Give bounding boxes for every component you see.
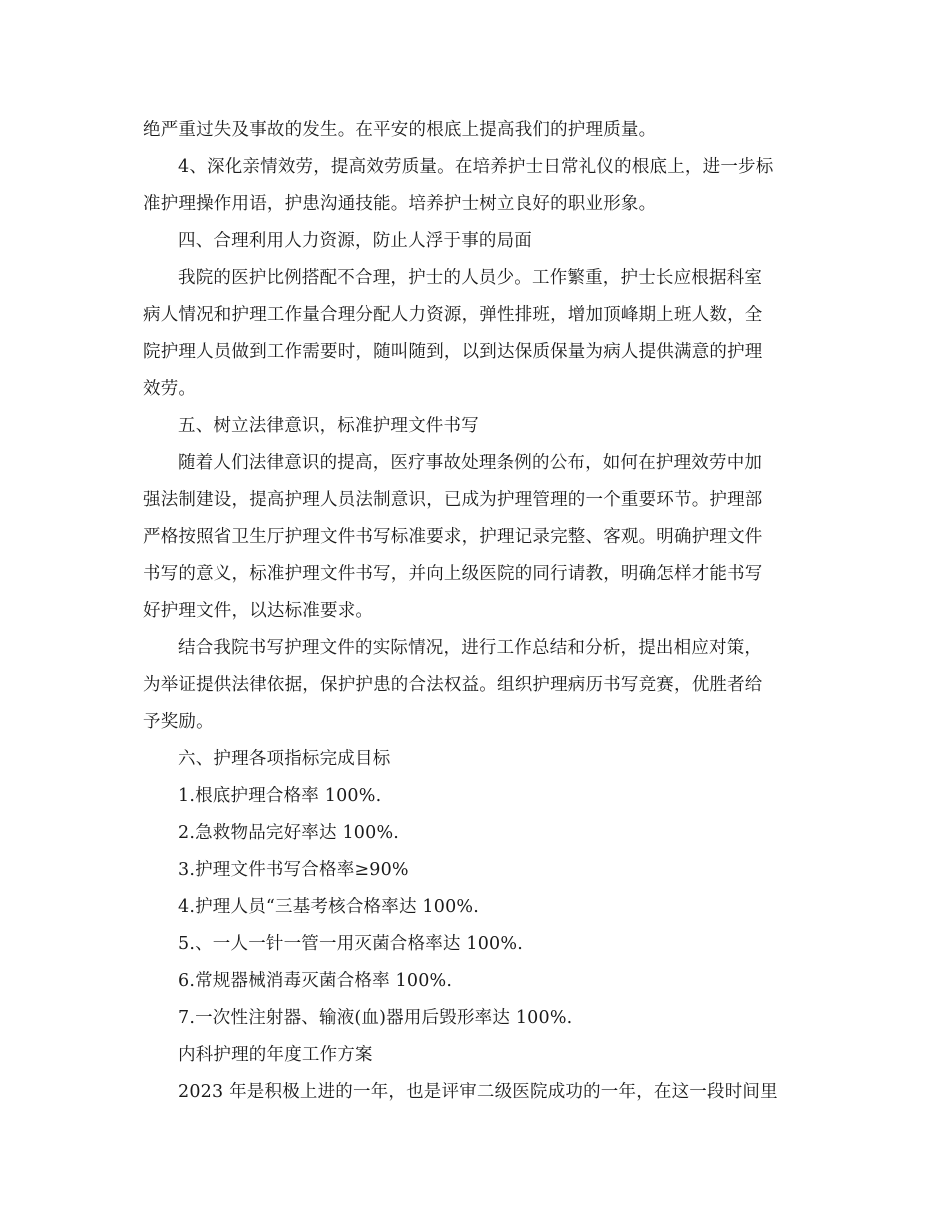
list-item: 7.一次性注射器、输液(血)器用后毁形率达 100%.: [178, 1008, 573, 1028]
document-subtitle: 内科护理的年度工作方案: [178, 1045, 373, 1065]
text-line: 好护理文件，以达标准要求。: [143, 601, 374, 621]
list-item: 5.、一人一针一管一用灭菌合格率达 100%.: [178, 934, 523, 954]
text-line: 绝严重过失及事故的发生。在平安的根底上提高我们的护理质量。: [143, 120, 657, 140]
text-line: 我院的医护比例搭配不合理，护士的人员少。工作繁重，护士长应根据科室: [178, 268, 763, 288]
text-line: 院护理人员做到工作需要时，随叫随到，以到达保质保量为病人提供满意的护理: [143, 342, 763, 362]
text-line: 强法制建设，提高护理人员法制意识，已成为护理管理的一个重要环节。护理部: [143, 490, 763, 510]
list-item: 6.常规器械消毒灭菌合格率 100%.: [178, 971, 453, 991]
text-line: 效劳。: [143, 379, 197, 399]
text-line: 严格按照省卫生厅护理文件书写标准要求，护理记录完整、客观。明确护理文件: [143, 527, 763, 547]
list-item: 2.急救物品完好率达 100%.: [178, 823, 400, 843]
text-line: 4、深化亲情效劳，提高效劳质量。在培养护士日常礼仪的根底上，进一步标: [178, 157, 774, 177]
text-line: 书写的意义，标准护理文件书写，并向上级医院的同行请教，明确怎样才能书写: [143, 564, 763, 584]
text-line: 为举证提供法律依据，保护护患的合法权益。组织护理病历书写竞赛，优胜者给: [143, 675, 763, 695]
text-line: 予奖励。: [143, 712, 214, 732]
text-line: 病人情况和护理工作量合理分配人力资源，弹性排班，增加顶峰期上班人数，全: [143, 305, 763, 325]
list-item: 3.护理文件书写合格率≥90%: [178, 860, 409, 880]
section-heading: 五、树立法律意识，标准护理文件书写: [178, 416, 479, 436]
list-item: 1.根底护理合格率 100%.: [178, 786, 382, 806]
text-line: 准护理操作用语，护患沟通技能。培养护士树立良好的职业形象。: [143, 194, 657, 214]
section-heading: 四、合理利用人力资源，防止人浮于事的局面: [178, 231, 532, 251]
text-line: 2023 年是积极上进的一年，也是评审二级医院成功的一年，在这一段时间里: [178, 1082, 778, 1102]
text-line: 随着人们法律意识的提高，医疗事故处理条例的公布，如何在护理效劳中加: [178, 453, 763, 473]
section-heading: 六、护理各项指标完成目标: [178, 749, 391, 769]
list-item: 4.护理人员“三基考核合格率达 100%.: [178, 897, 479, 917]
text-line: 结合我院书写护理文件的实际情况，进行工作总结和分析，提出相应对策，: [178, 638, 763, 658]
